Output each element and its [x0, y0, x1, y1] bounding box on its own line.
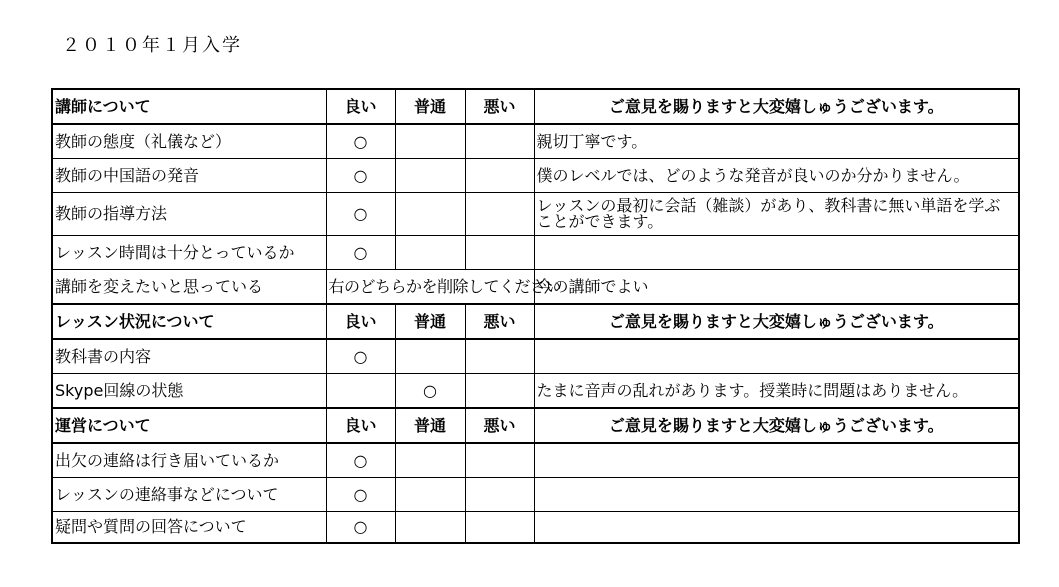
- rating-normal-cell[interactable]: ○: [395, 374, 465, 409]
- section-title: 講師について: [52, 89, 326, 124]
- question-label: 出欠の連絡は行き届いているか: [52, 443, 326, 478]
- column-header-bad: 悪い: [465, 304, 534, 339]
- rating-good-cell[interactable]: ○: [326, 236, 395, 270]
- comment-cell[interactable]: 親切丁寧です。: [534, 124, 1019, 159]
- column-header-bad: 悪い: [465, 408, 534, 443]
- column-header-comment: ご意見を賜りますと大変嬉しゅうございます。: [534, 408, 1019, 443]
- table-row: [52, 512, 1019, 544]
- section-title: 運営について: [52, 408, 326, 443]
- column-header-good: 良い: [326, 89, 395, 124]
- rating-normal-cell[interactable]: [395, 193, 465, 236]
- comment-cell[interactable]: [534, 512, 1019, 544]
- column-header-normal: 普通: [395, 89, 465, 124]
- table-row: [52, 374, 1019, 409]
- rating-normal-cell[interactable]: [395, 443, 465, 478]
- question-label: レッスン時間は十分とっているか: [52, 236, 326, 270]
- comment-cell[interactable]: 今の講師でよい: [534, 270, 1019, 305]
- comment-cell[interactable]: [534, 236, 1019, 270]
- survey-table: [51, 88, 1020, 544]
- question-label: 教師の態度（礼儀など）: [52, 124, 326, 159]
- table-row-change-teacher: [52, 270, 1019, 305]
- rating-good-cell[interactable]: ○: [326, 339, 395, 374]
- question-label: 疑問や質問の回答について: [52, 512, 326, 544]
- rating-bad-cell[interactable]: [465, 339, 534, 374]
- question-label: 教師の中国語の発音: [52, 159, 326, 193]
- column-header-comment: ご意見を賜りますと大変嬉しゅうございます。: [534, 89, 1019, 124]
- table-row: [52, 236, 1019, 270]
- rating-good-cell[interactable]: ○: [326, 193, 395, 236]
- column-header-normal: 普通: [395, 304, 465, 339]
- column-header-good: 良い: [326, 408, 395, 443]
- question-label: Skype回線の状態: [52, 374, 326, 409]
- rating-bad-cell[interactable]: [465, 374, 534, 409]
- comment-cell[interactable]: 僕のレベルでは、どのような発音が良いのか分かりません。: [534, 159, 1019, 193]
- page-title: ２０１０年１月入学: [62, 35, 242, 56]
- rating-normal-cell[interactable]: [395, 478, 465, 512]
- column-header-comment: ご意見を賜りますと大変嬉しゅうございます。: [534, 304, 1019, 339]
- rating-bad-cell[interactable]: [465, 443, 534, 478]
- section-title: レッスン状況について: [52, 304, 326, 339]
- column-header-normal: 普通: [395, 408, 465, 443]
- comment-cell[interactable]: [534, 443, 1019, 478]
- rating-bad-cell[interactable]: [465, 193, 534, 236]
- rating-normal-cell[interactable]: [395, 159, 465, 193]
- table-row: [52, 124, 1019, 159]
- delete-instruction-note: 右のどちらかを削除してください: [326, 270, 534, 305]
- rating-normal-cell[interactable]: [395, 236, 465, 270]
- rating-good-cell[interactable]: ○: [326, 159, 395, 193]
- comment-cell[interactable]: レッスンの最初に会話（雑談）があり、教科書に無い単語を学ぶことができます。: [534, 193, 1019, 236]
- column-header-bad: 悪い: [465, 89, 534, 124]
- rating-good-cell[interactable]: ○: [326, 443, 395, 478]
- section-header-row: [52, 89, 1019, 124]
- rating-normal-cell[interactable]: [395, 124, 465, 159]
- question-label: レッスンの連絡事などについて: [52, 478, 326, 512]
- table-row: [52, 159, 1019, 193]
- comment-cell[interactable]: [534, 478, 1019, 512]
- question-label: 講師を変えたいと思っている: [52, 270, 326, 305]
- rating-bad-cell[interactable]: [465, 159, 534, 193]
- question-label: 教科書の内容: [52, 339, 326, 374]
- table-row: [52, 193, 1019, 236]
- rating-good-cell[interactable]: ○: [326, 124, 395, 159]
- section-header-row: [52, 408, 1019, 443]
- rating-bad-cell[interactable]: [465, 124, 534, 159]
- rating-bad-cell[interactable]: [465, 478, 534, 512]
- table-row: [52, 443, 1019, 478]
- table-row: [52, 339, 1019, 374]
- rating-good-cell[interactable]: ○: [326, 478, 395, 512]
- rating-good-cell[interactable]: [326, 374, 395, 409]
- rating-good-cell[interactable]: ○: [326, 512, 395, 544]
- comment-cell[interactable]: [534, 339, 1019, 374]
- column-header-good: 良い: [326, 304, 395, 339]
- question-label: 教師の指導方法: [52, 193, 326, 236]
- rating-bad-cell[interactable]: [465, 236, 534, 270]
- rating-normal-cell[interactable]: [395, 512, 465, 544]
- rating-normal-cell[interactable]: [395, 339, 465, 374]
- comment-cell[interactable]: たまに音声の乱れがあります。授業時に問題はありません。: [534, 374, 1019, 409]
- section-header-row: [52, 304, 1019, 339]
- rating-bad-cell[interactable]: [465, 512, 534, 544]
- table-row: [52, 478, 1019, 512]
